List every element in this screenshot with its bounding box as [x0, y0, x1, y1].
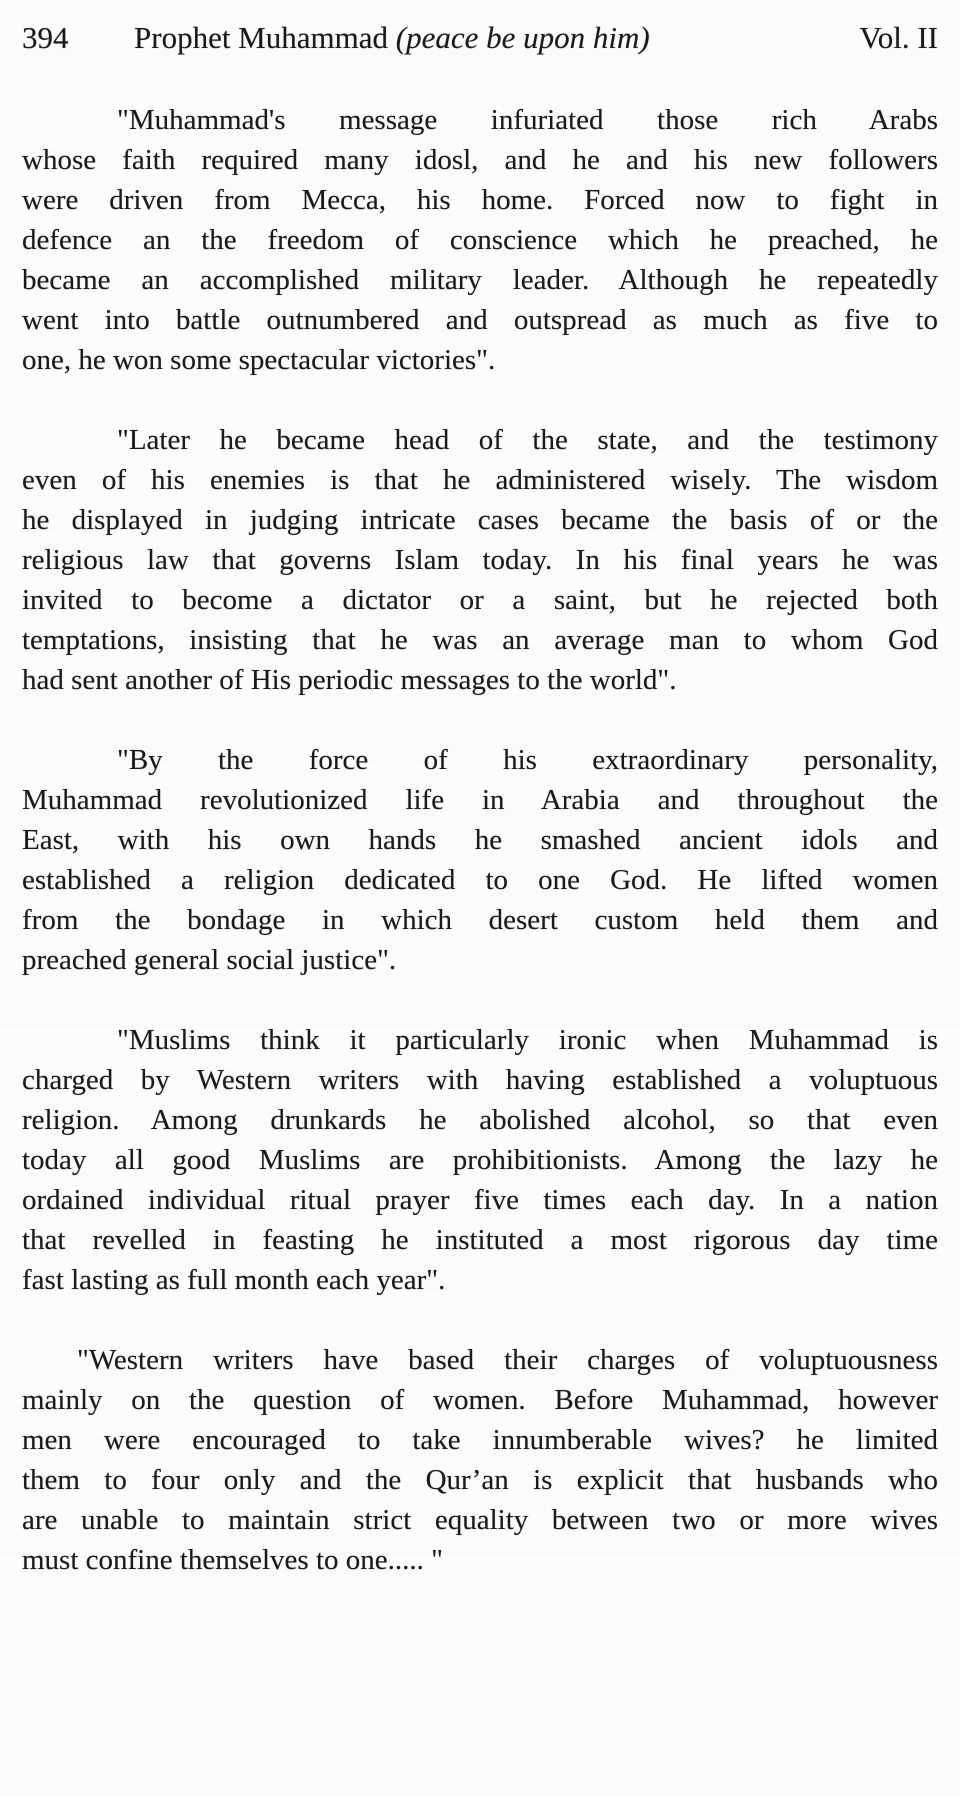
text-line: established a religion dedicated to one God. He lifted women — [22, 864, 938, 896]
text-line: preached general social justice". — [22, 944, 397, 976]
text-line: were driven from Mecca, his home. Forced now to fight in — [22, 184, 938, 216]
paragraph — [22, 100, 938, 380]
book-title-italic: (peace be upon him) — [395, 20, 650, 55]
paragraph — [22, 1340, 938, 1580]
text-line: had sent another of His periodic messages to the world". — [22, 664, 677, 696]
paragraph — [22, 740, 938, 980]
text-line: "Western writers have based their charges of voluptuousness — [77, 1344, 938, 1376]
text-line: "By the force of his extraordinary personality, — [117, 744, 938, 776]
paragraph — [22, 1020, 938, 1300]
text-line: went into battle outnumbered and outspread as much as five to — [22, 304, 938, 336]
text-line: today all good Muslims are prohibitionists. Among the lazy he — [22, 1144, 938, 1176]
text-line: them to four only and the Qur’an is explicit that husbands who — [22, 1464, 938, 1496]
text-line: became an accomplished military leader. Although he repeatedly — [22, 264, 938, 296]
text-line: charged by Western writers with having established a voluptuous — [22, 1064, 938, 1096]
text-line: men were encouraged to take innumberable wives? he limited — [22, 1424, 938, 1456]
text-line: even of his enemies is that he administered wisely. The wisdom — [22, 464, 938, 496]
text-line: invited to become a dictator or a saint, but he rejected both — [22, 584, 938, 616]
text-line: "Muslims think it particularly ironic when Muhammad is — [117, 1024, 938, 1056]
text-line: mainly on the question of women. Before Muhammad, however — [22, 1384, 938, 1416]
volume-label: Vol. II — [859, 20, 938, 55]
text-line: "Later he became head of the state, and the testimony — [117, 424, 938, 456]
book-title-regular: Prophet Muhammad — [134, 20, 396, 55]
text-line: he displayed in judging intricate cases became the basis of or the — [22, 504, 938, 536]
book-title — [134, 18, 859, 58]
page-body — [22, 100, 938, 1580]
running-header — [22, 18, 938, 58]
text-line: religious law that governs Islam today. In his final years he was — [22, 544, 938, 576]
text-line: that revelled in feasting he instituted a most rigorous day time — [22, 1224, 938, 1256]
text-line: East, with his own hands he smashed ancient idols and — [22, 824, 938, 856]
paragraph — [22, 420, 938, 700]
text-line: defence an the freedom of conscience which he preached, he — [22, 224, 938, 256]
text-line: from the bondage in which desert custom held them and — [22, 904, 938, 936]
text-line: temptations, insisting that he was an average man to whom God — [22, 624, 938, 656]
text-line: must confine themselves to one..... " — [22, 1544, 443, 1576]
text-line: are unable to maintain strict equality between two or more wives — [22, 1504, 938, 1536]
text-line: whose faith required many idosl, and he and his new followers — [22, 144, 938, 176]
text-line: "Muhammad's message infuriated those rich Arabs — [117, 104, 938, 136]
text-line: one, he won some spectacular victories". — [22, 344, 496, 376]
text-line: fast lasting as full month each year". — [22, 1264, 446, 1296]
text-line: religion. Among drunkards he abolished alcohol, so that even — [22, 1104, 938, 1136]
text-line: Muhammad revolutionized life in Arabia and throughout the — [22, 784, 938, 816]
text-line: ordained individual ritual prayer five times each day. In a nation — [22, 1184, 938, 1216]
page-number: 394 — [22, 20, 69, 55]
